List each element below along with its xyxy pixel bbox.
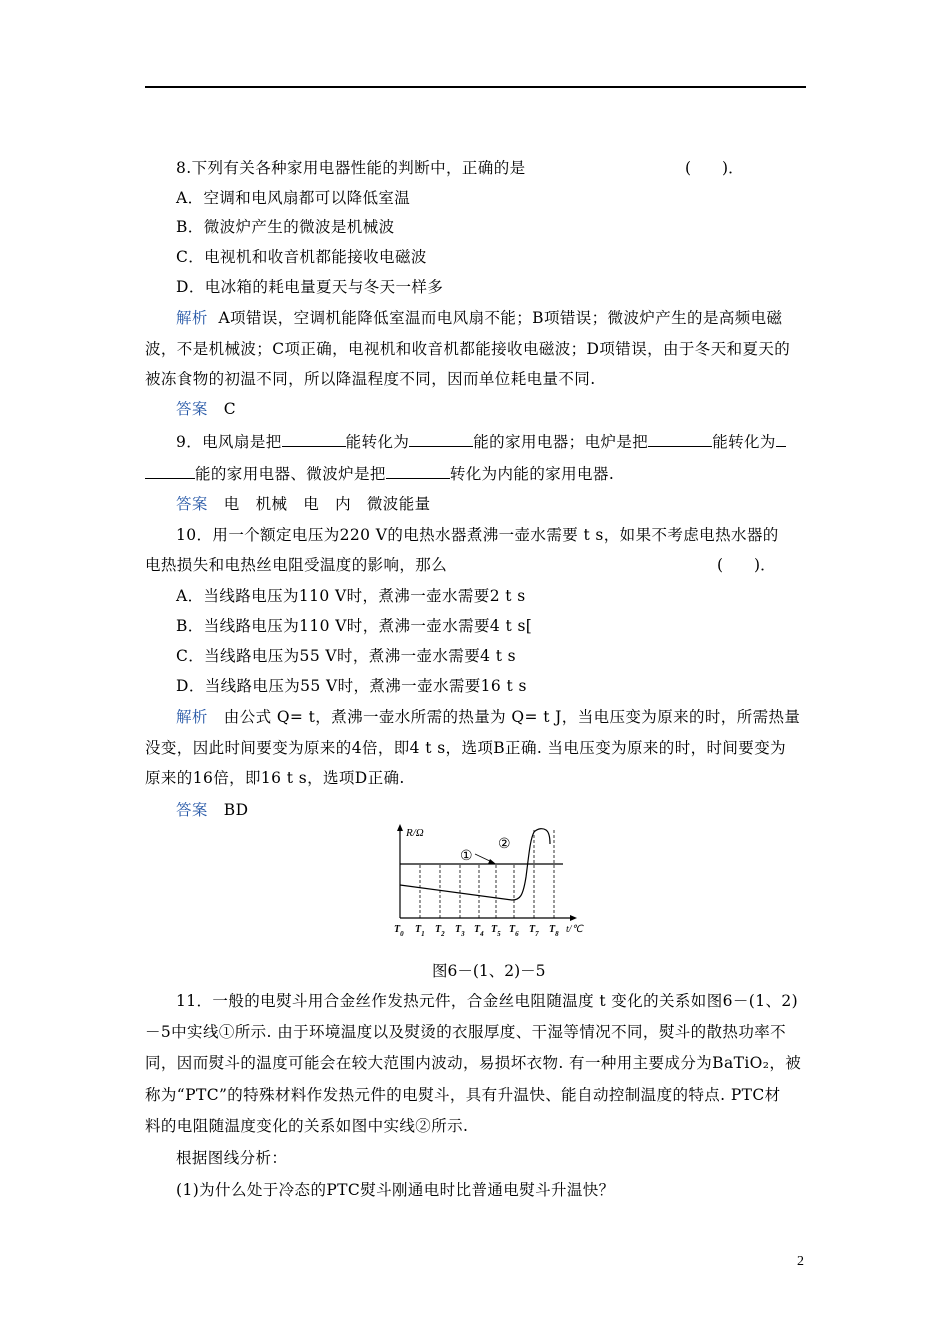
q10-option-b: B．当线路电压为110 V时，煮沸一壶水需要4 t s[: [176, 617, 533, 635]
q8-analysis-label: 解析: [176, 309, 208, 327]
q8-analysis-line-2: 波，不是机械波；C项正确，电视机和收音机都能接收电磁波；D项错误，由于冬天和夏天的: [145, 340, 791, 358]
q11-line-3: 同，因而熨斗的温度可能会在较大范围内波动，易损坏衣物. 有一种用主要成分为BaTiO₂，被: [145, 1054, 802, 1072]
q10-option-d: D．当线路电压为55 V时，煮沸一壶水需要16 t s: [176, 677, 527, 695]
q10-analysis-label: 解析: [176, 708, 208, 726]
q8-stem: 8.下列有关各种家用电器性能的判断中，正确的是: [176, 159, 526, 177]
fill-blank: [145, 464, 195, 479]
q10-answer-label: 答案: [176, 801, 208, 819]
tick-t4: $T_4$: [474, 924, 484, 938]
q9-answer-label: 答案: [176, 495, 208, 513]
q10-analysis-line-1: 解析 由公式 Q= t，煮沸一壶水所需的热量为 Q= t J，当电压变为原来的时，所需热量: [176, 708, 801, 726]
tick-t1: $T_1$: [415, 924, 425, 938]
tick-t2: $T_2$: [435, 924, 445, 938]
x-axis-label: t/℃: [566, 924, 583, 935]
figure-caption: 图6－(1、2)－5: [432, 962, 546, 980]
q8-answer: 答案 C: [176, 400, 237, 418]
q10-stem-line-1: 10．用一个额定电压为220 V的电热水器煮沸一壶水需要 t s，如果不考虑电热水器的: [176, 526, 779, 544]
curve-1-pointer-arrow: [488, 859, 496, 864]
resistance-temperature-figure: [380, 822, 605, 944]
curve-1-label: ①: [460, 849, 473, 864]
q11-analysis-prompt: 根据图线分析：: [176, 1149, 288, 1167]
q9-line-1: 9．电风扇是把 能转化为 能的家用电器；电炉是把 能转化为: [176, 432, 786, 452]
curve-2-label: ②: [498, 837, 511, 852]
q8-analysis-line-1: 解析 A项错误，空调机能降低室温而电风扇不能；B项错误；微波炉产生的是高频电磁: [176, 309, 783, 327]
q10-stem-line-2: 电热损失和电热丝电阻受温度的影响，那么: [145, 556, 448, 574]
x-axis-arrow: [570, 915, 577, 921]
q11-sub-question-1: (1)为什么处于冷态的PTC熨斗刚通电时比普通电熨斗升温快？: [176, 1181, 615, 1199]
tick-t5: $T_5$: [491, 924, 501, 938]
tick-t3: $T_3$: [455, 924, 465, 938]
tick-t0: $T_0$: [394, 924, 404, 938]
q9-line-2: 能的家用电器、微波炉是把 转化为内能的家用电器.: [145, 464, 614, 484]
header-rule: [145, 86, 806, 88]
fill-blank: [386, 464, 450, 479]
fill-blank: [648, 432, 712, 447]
q10-analysis-line-3: 原来的16倍，即16 t s，选项D正确.: [145, 769, 405, 787]
tick-t6: $T_6$: [509, 924, 519, 938]
q10-option-a: A．当线路电压为110 V时，煮沸一壶水需要2 t s: [176, 587, 526, 605]
q8-option-b: B．微波炉产生的微波是机械波: [176, 218, 395, 236]
q8-option-a: A．空调和电风扇都可以降低室温: [176, 189, 411, 207]
q11-line-4: 称为“PTC”的特殊材料作发热元件的电熨斗，具有升温快、能自动控制温度的特点. PTC材: [145, 1086, 781, 1104]
fill-blank: [282, 432, 346, 447]
q10-answer-paren: ( )．: [717, 556, 776, 574]
q11-line-5: 料的电阻随温度变化的关系如图中实线②所示.: [145, 1117, 469, 1135]
y-axis-label: R/Ω: [406, 827, 424, 839]
page-number: 2: [797, 1254, 804, 1269]
q8-answer-label: 答案: [176, 400, 208, 418]
q8-answer-paren: ( )．: [685, 159, 744, 177]
q8-analysis-line-3: 被冻食物的初温不同，所以降温程度不同，因而单位耗电量不同.: [145, 370, 596, 388]
q9-answer: 答案 电 机械 电 内 微波能量: [176, 495, 431, 513]
fill-blank: [409, 432, 473, 447]
q10-answer: 答案 BD: [176, 801, 249, 819]
q8-option-c: C．电视机和收音机都能接收电磁波: [176, 248, 427, 266]
tick-t7: $T_7$: [529, 924, 539, 938]
tick-t8: $T_8$: [549, 924, 559, 938]
q11-line-2: －5中实线①所示. 由于环境温度以及熨烫的衣服厚度、干湿等情况不同，熨斗的散热功率不: [145, 1023, 787, 1041]
q10-analysis-line-2: 没变，因此时间要变为原来的4倍，即4 t s，选项B正确. 当电压变为原来的时，时间要变为: [145, 739, 787, 757]
q8-option-d: D．电冰箱的耗电量夏天与冬天一样多: [176, 278, 444, 296]
fill-blank: [776, 432, 786, 447]
y-axis-arrow: [397, 824, 403, 831]
q11-line-1: 11．一般的电熨斗用合金丝作发热元件，合金丝电阻随温度 t 变化的关系如图6－(1、2): [176, 992, 799, 1010]
q10-option-c: C．当线路电压为55 V时，煮沸一壶水需要4 t s: [176, 647, 517, 665]
